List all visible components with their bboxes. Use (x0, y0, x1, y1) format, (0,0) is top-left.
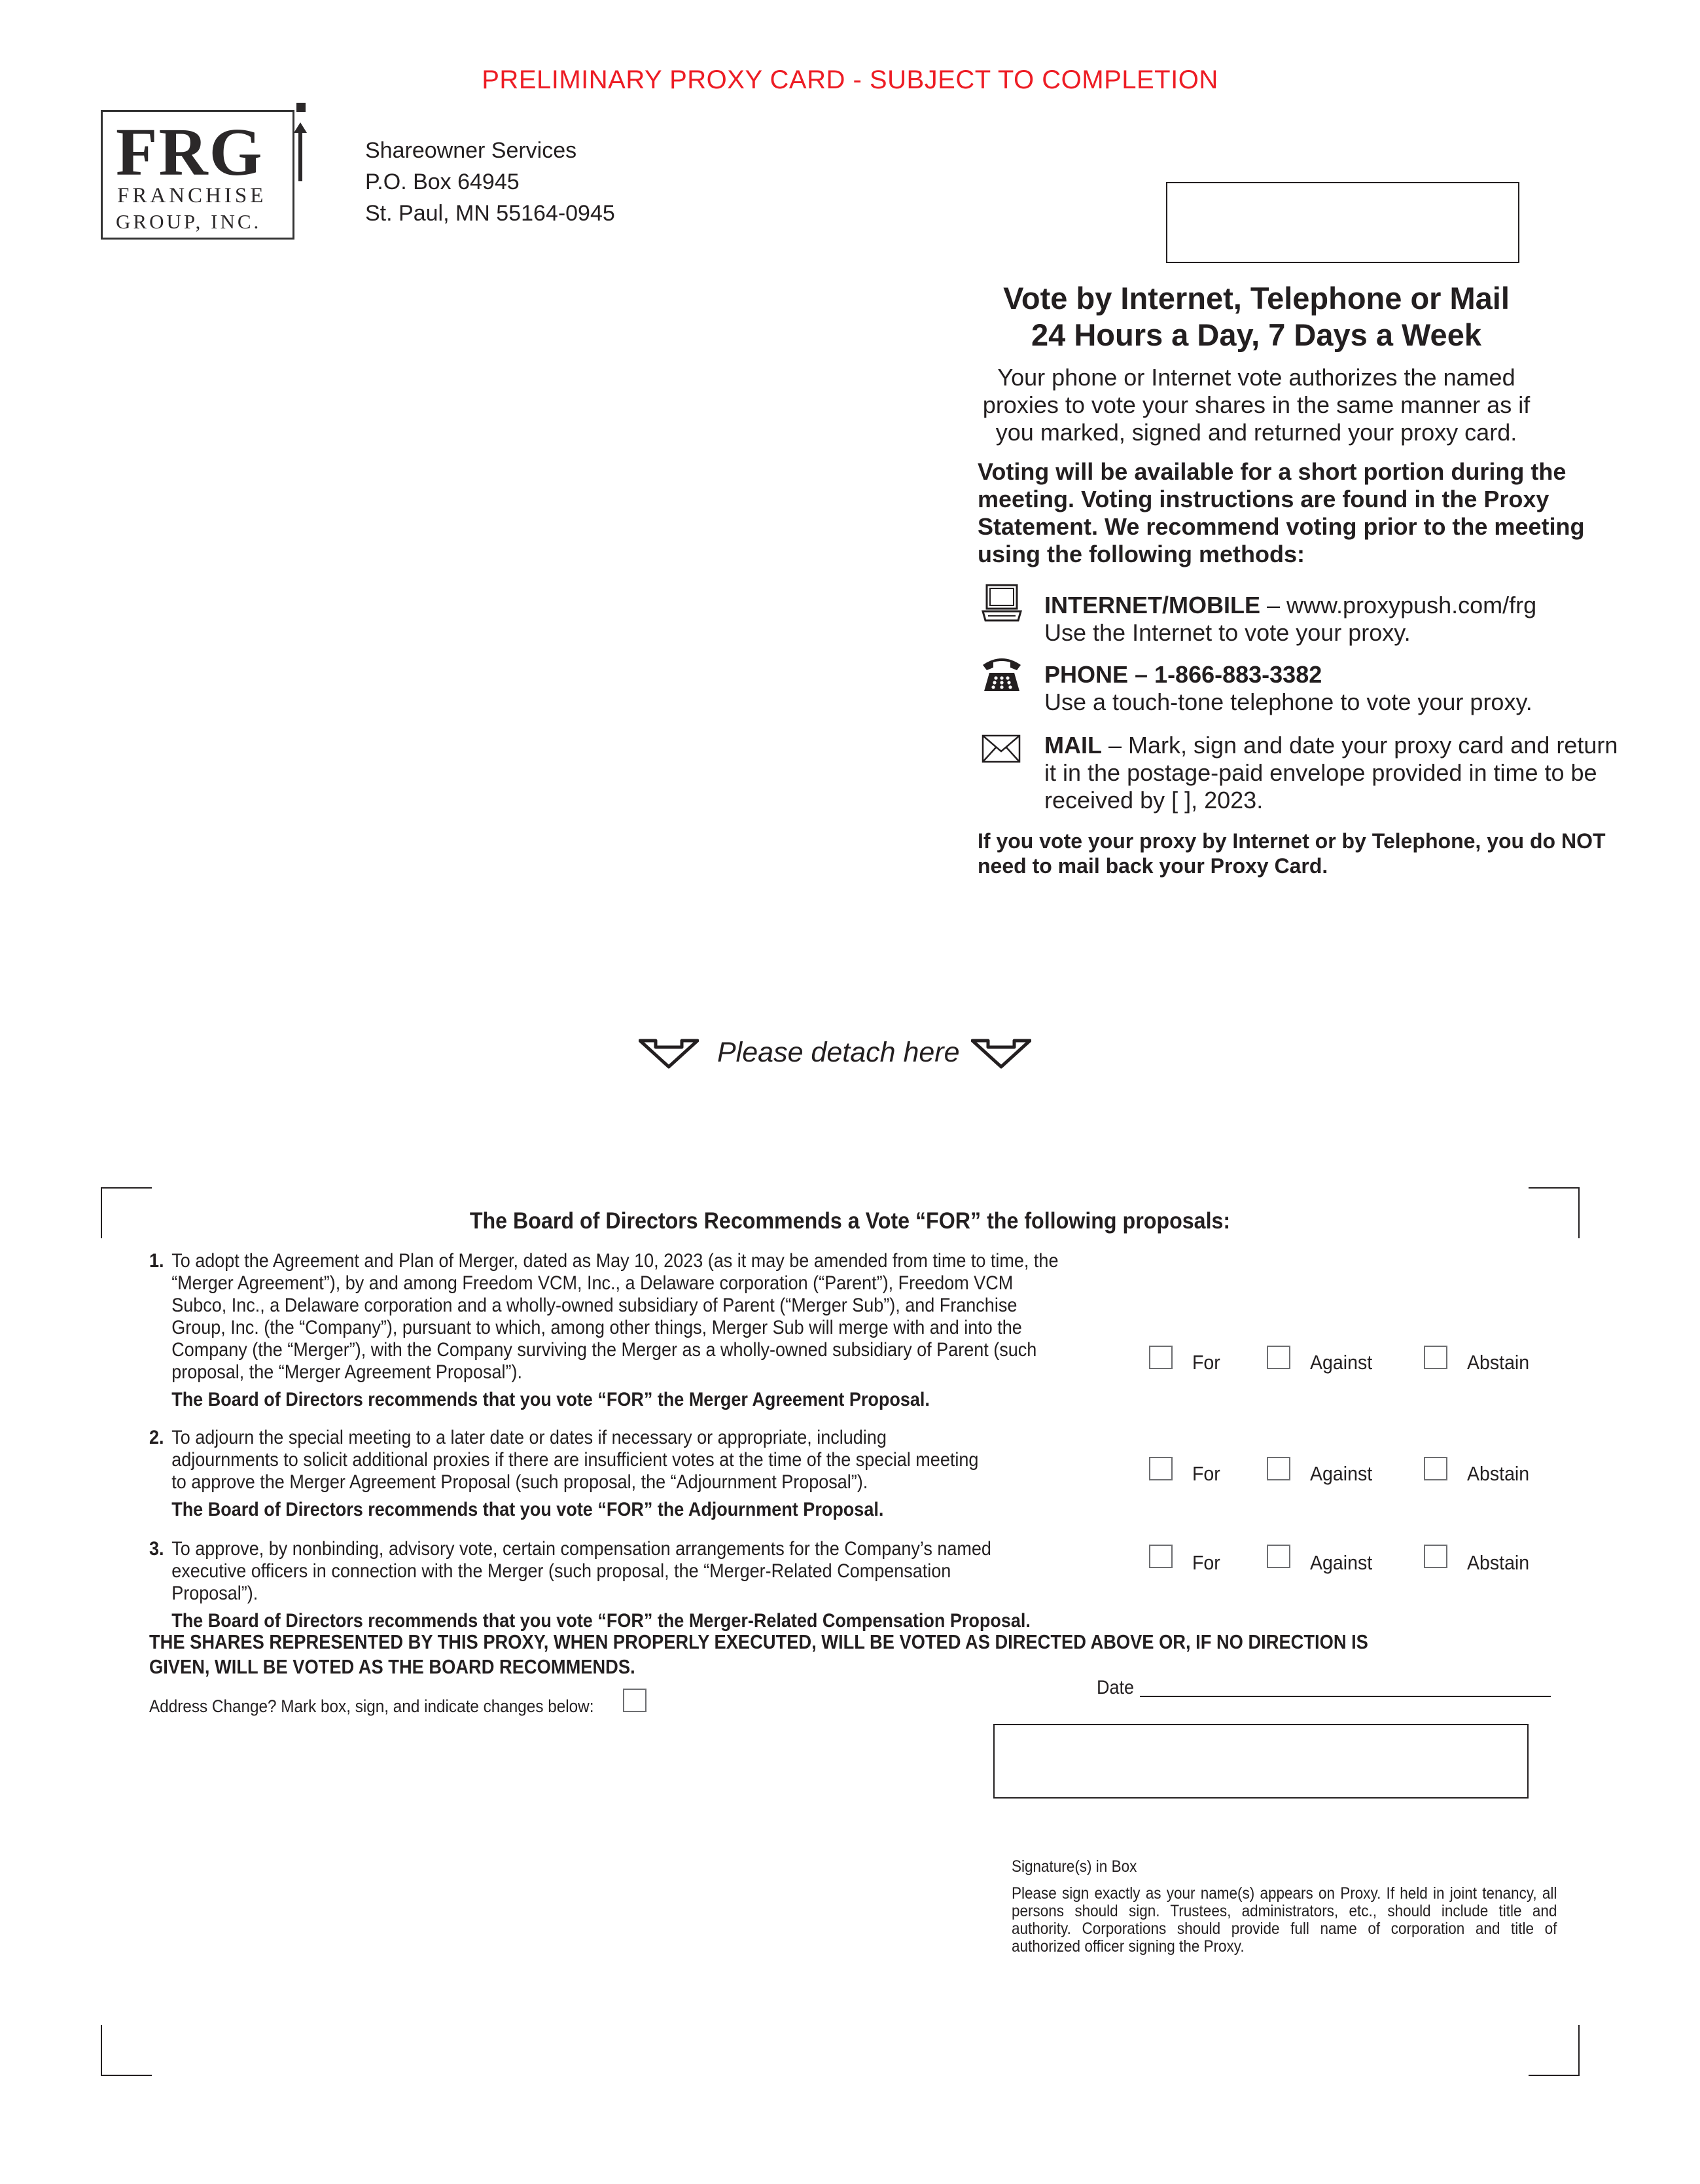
option-for-label: For (1192, 1351, 1220, 1374)
crop-mark (101, 2025, 152, 2076)
proposal-text: To adopt the Agreement and Plan of Merger, dated as May 10, 2023 (as it may be amended from time to time, the “Merger Agreement”), by and among Freedom VCM, Inc., a Delaware corporation (“Parent”), Freedom VCM Subco, Inc., a Delaware corporation and a wholly-owned subsidiary of Parent (“Merger Sub”), and Franchise Group, Inc. (the “Company”), pursuant to which, among other things, Merger Sub will merge with and into the Company (the “Merger”), with the Company surviving the Merger as a wholly-owned subsidiary of Parent (such proposal, the “Merger Agreement Proposal”). (171, 1250, 1059, 1383)
option-against-label: Against (1310, 1551, 1373, 1574)
proposal-3-abstain-checkbox[interactable] (1424, 1545, 1447, 1568)
option-abstain-label: Abstain (1467, 1351, 1530, 1374)
internet-method (1044, 592, 1620, 647)
proposal-1-against-checkbox[interactable] (1267, 1346, 1290, 1369)
computer-icon (980, 582, 1023, 626)
logo-franchise: FRANCHISE (117, 184, 267, 207)
option-against-label: Against (1310, 1351, 1373, 1374)
no-mail-note: If you vote your proxy by Internet or by Telephone, you do NOT need to mail back your Proxy Card. (978, 829, 1606, 878)
preliminary-header: PRELIMINARY PROXY CARD - SUBJECT TO COMPLETION (482, 65, 1218, 94)
proposal-2 (149, 1427, 997, 1521)
proposal-2-against-checkbox[interactable] (1267, 1457, 1290, 1480)
proposal-3-against-checkbox[interactable] (1267, 1545, 1290, 1568)
address-change-label: Address Change? Mark box, sign, and indicate changes below: (149, 1696, 594, 1716)
option-against-label: Against (1310, 1462, 1373, 1485)
phone-method (1044, 661, 1620, 716)
shares-statement: THE SHARES REPRESENTED BY THIS PROXY, WHEN PROPERLY EXECUTED, WILL BE VOTED AS DIRECTED ABOVE OR, IF NO DIRECTION IS GIVEN, WILL BE VOTED AS THE BOARD RECOMMENDS. (149, 1630, 1368, 1678)
vote-heading-line1: Vote by Internet, Telephone or Mail (1003, 281, 1510, 315)
detach-label: Please detach here (717, 1037, 960, 1068)
address-line: P.O. Box 64945 (365, 170, 520, 194)
option-abstain-label: Abstain (1467, 1462, 1530, 1485)
telephone-icon (980, 653, 1023, 696)
signature-label: Signature(s) in Box (1012, 1857, 1137, 1876)
vote-heading (978, 280, 1534, 353)
logo-arrow-icon (287, 103, 313, 181)
phone-label: PHONE – 1-866-883-3382 (1044, 661, 1322, 688)
down-arrow-icon (971, 1038, 1031, 1069)
logo-wordmark: FRG (116, 115, 264, 190)
vote-subtext: Your phone or Internet vote authorizes the named proxies to vote your shares in the same manner as if you marked, signed and returned your proxy card. (982, 364, 1531, 446)
down-arrow-icon (639, 1038, 699, 1069)
option-for-label: For (1192, 1551, 1220, 1574)
internet-instruction: Use the Internet to vote your proxy. (1044, 619, 1411, 646)
internet-label: INTERNET/MOBILE (1044, 592, 1260, 618)
option-abstain-label: Abstain (1467, 1551, 1530, 1574)
frg-logo (101, 110, 294, 240)
mail-method (1044, 732, 1620, 814)
address-line: St. Paul, MN 55164-0945 (365, 201, 615, 226)
date-field[interactable] (1140, 1696, 1551, 1697)
option-for-label: For (1192, 1462, 1220, 1485)
address-change-checkbox[interactable] (623, 1689, 646, 1712)
proposal-3 (149, 1538, 1033, 1632)
proposal-number: 1. (149, 1250, 164, 1272)
crop-mark (1529, 2025, 1580, 2076)
voting-availability-text: Voting will be available for a short portion during the meeting. Voting instructions are found in the Proxy Statement. We recommend voting prior to the meeting using the following methods: (978, 458, 1585, 567)
envelope-icon (980, 729, 1023, 772)
proposal-2-abstain-checkbox[interactable] (1424, 1457, 1447, 1480)
board-recommendation-title: The Board of Directors Recommends a Vote “FOR” the following proposals: (469, 1208, 1231, 1234)
mailing-address (365, 135, 615, 229)
proposal-number: 2. (149, 1427, 164, 1448)
proposal-recommendation: The Board of Directors recommends that you vote “FOR” the Merger Agreement Proposal. (171, 1389, 930, 1410)
proposal-recommendation: The Board of Directors recommends that you vote “FOR” the Adjournment Proposal. (171, 1499, 884, 1520)
proposal-recommendation: The Board of Directors recommends that you vote “FOR” the Merger-Related Compensation Proposal. (171, 1610, 1031, 1632)
proposal-1-abstain-checkbox[interactable] (1424, 1346, 1447, 1369)
vote-heading-line2: 24 Hours a Day, 7 Days a Week (1031, 317, 1481, 352)
control-number-box (1166, 182, 1519, 263)
address-line: Shareowner Services (365, 138, 577, 163)
proposal-1-for-checkbox[interactable] (1149, 1346, 1173, 1369)
date-label: Date (1097, 1677, 1135, 1698)
signature-box[interactable] (993, 1724, 1529, 1799)
proposal-2-for-checkbox[interactable] (1149, 1457, 1173, 1480)
proposal-1 (149, 1250, 1068, 1411)
mail-label: MAIL (1044, 732, 1102, 759)
proposal-text: To adjourn the special meeting to a later date or dates if necessary or appropriate, including adjournments to solicit additional proxies if there are insufficient votes at the time of the special meeting to approve the Merger Agreement Proposal (such proposal, the “Adjournment Proposal”). (171, 1427, 979, 1493)
proposal-text: To approve, by nonbinding, advisory vote, certain compensation arrangements for the Company’s named executive officers in connection with the Merger (such proposal, the “Merger-Related Compensation Proposal”). (171, 1538, 991, 1604)
signature-instructions: Please sign exactly as your name(s) appears on Proxy. If held in joint tenancy, all persons should sign. Trustees, administrators, etc., should include title and authority. Corporations should provide full name of corporation and title of authorized officer signing the Proxy. (1012, 1884, 1557, 1956)
phone-instruction: Use a touch-tone telephone to vote your proxy. (1044, 689, 1532, 715)
mail-detail: – Mark, sign and date your proxy card and return it in the postage-paid envelope provided in time to be received by [ ], 2023. (1044, 732, 1618, 814)
proposal-3-for-checkbox[interactable] (1149, 1545, 1173, 1568)
internet-url[interactable]: – www.proxypush.com/frg (1260, 592, 1537, 618)
proposal-number: 3. (149, 1538, 164, 1560)
logo-group-inc: GROUP, INC. (116, 210, 262, 233)
